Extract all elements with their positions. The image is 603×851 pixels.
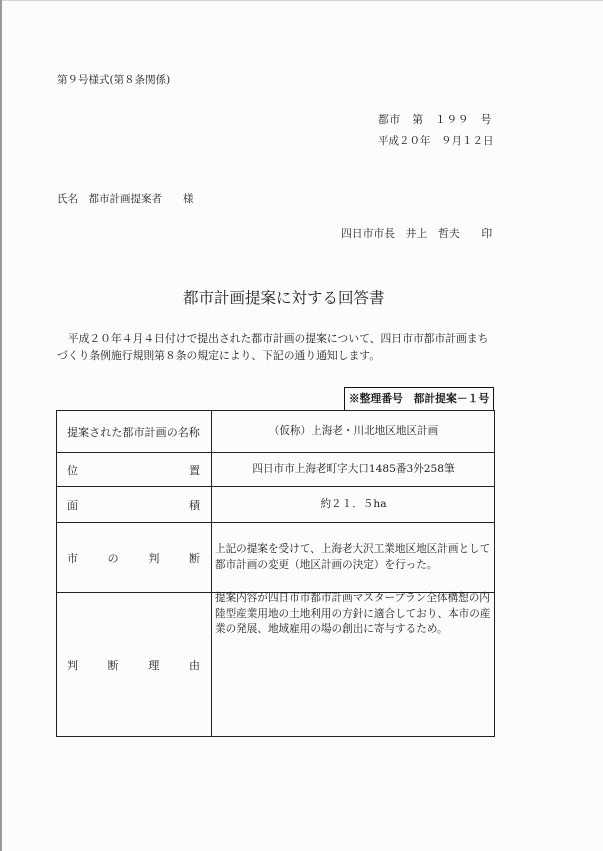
label-char: の xyxy=(107,551,119,565)
table-row xyxy=(57,487,495,523)
row-value: 上記の提案を受けて、上海老大沢工業地区地区計画として都市計画の変更（地区計画の決定）を行った。 xyxy=(212,523,495,593)
row-label-cell xyxy=(57,593,212,737)
table-row xyxy=(57,523,495,593)
label-char: 由 xyxy=(188,658,200,672)
proposal-table xyxy=(56,410,495,737)
table-row xyxy=(57,593,495,737)
label-char: の xyxy=(166,425,178,439)
document-number: 都市 第 １９９ 号 xyxy=(378,113,492,126)
issue-date: 平成２０年 ９月１２日 xyxy=(378,135,494,147)
label-char: 提 xyxy=(67,425,78,439)
table-row xyxy=(57,411,495,453)
label-char: 判 xyxy=(67,658,78,672)
label-char: 判 xyxy=(148,551,160,565)
row-value: 提案内容が四日市市都市計画マスタープラン全体構想の内陸型産業用地の土地利用の方針に適合しており、本市の産業の発展、地域雇用の場の創出に寄与するため。 xyxy=(215,592,491,635)
label-char: 積 xyxy=(189,498,200,512)
label-char: 面 xyxy=(67,498,78,512)
label-char: 計 xyxy=(144,425,156,439)
body-paragraph: 平成２０年４月４日付けで提出された都市計画の提案について、四日市市都市計画まちづくり条例施行規則第８条の規定により、下記の通り通知します。 xyxy=(57,332,489,362)
label-char: 断 xyxy=(107,658,119,672)
row-label xyxy=(67,550,200,566)
row-value-cell xyxy=(212,593,495,737)
table-row xyxy=(57,453,495,487)
label-char: 断 xyxy=(188,551,200,565)
row-label-cell xyxy=(57,411,212,453)
reference-number-box: ※整理番号 都計提案－１号 xyxy=(344,387,494,410)
row-label-cell xyxy=(57,487,212,523)
row-label xyxy=(67,497,200,513)
sender-signature: 四日市市長 井上 哲夫 印 xyxy=(341,227,493,240)
label-char: 市 xyxy=(67,551,78,565)
label-char: た xyxy=(111,425,123,439)
label-char: 名 xyxy=(177,425,189,439)
recipient-name: 氏名 都市計画提案者 様 xyxy=(57,193,194,205)
row-label xyxy=(67,657,200,673)
label-char: 置 xyxy=(189,463,200,477)
form-number: 第９号様式(第８条関係) xyxy=(57,74,171,86)
label-char: さ xyxy=(89,425,101,439)
label-char: れ xyxy=(100,425,112,439)
label-char: 案 xyxy=(78,425,90,439)
row-label xyxy=(67,462,200,478)
label-char: 称 xyxy=(188,425,200,439)
label-char: 画 xyxy=(155,425,167,439)
row-value: 約２１．５ha xyxy=(212,487,495,523)
row-label-cell xyxy=(57,523,212,593)
row-value: 四日市市上海老町字大口1485番3外258筆 xyxy=(212,453,495,487)
document-title: 都市計画提案に対する回答書 xyxy=(183,289,385,307)
label-char: 市 xyxy=(133,425,145,439)
row-value: （仮称）上海老・川北地区地区計画 xyxy=(212,411,495,453)
label-char: 理 xyxy=(148,658,160,672)
label-char: 位 xyxy=(67,463,78,477)
row-label xyxy=(67,424,200,440)
row-label-cell xyxy=(57,453,212,487)
label-char: 都 xyxy=(122,425,134,439)
